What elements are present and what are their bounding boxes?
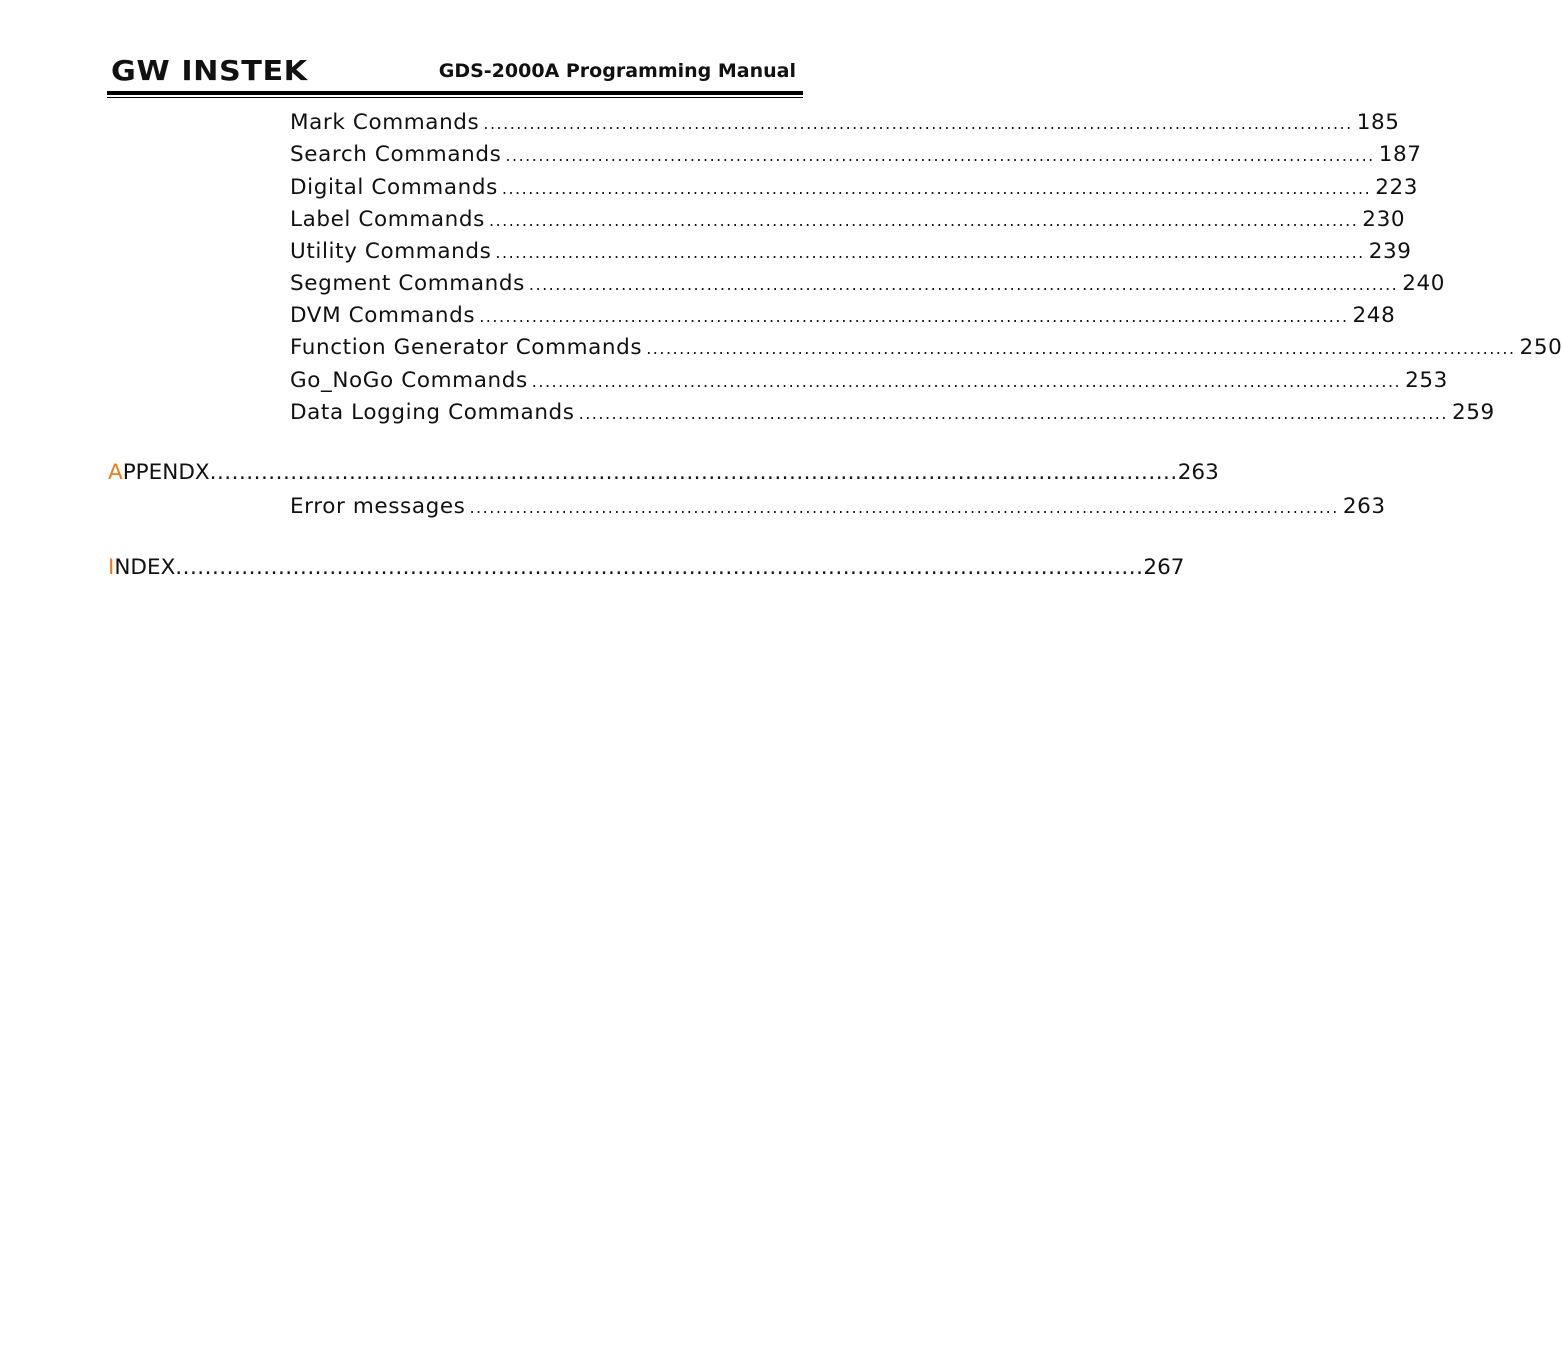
- page-number: 187: [1378, 142, 1422, 167]
- dot-leader: ....................................................................................................................................: [495, 243, 1365, 262]
- manual-title: GDS-2000A Programming Manual: [438, 60, 796, 82]
- toc-entry[interactable]: Go_NoGo Commands .................................................................................................................................... 253: [290, 368, 1448, 393]
- header-rule: [107, 91, 803, 95]
- page-number: 239: [1368, 239, 1412, 264]
- section-title: NDEX: [114, 555, 176, 580]
- dot-leader: ....................................................................................................................................: [479, 307, 1349, 326]
- section-initial: I: [108, 555, 115, 580]
- gw-instek-logo: GW INSTEK: [111, 54, 308, 87]
- toc-entry[interactable]: Segment Commands .................................................................................................................................... 240: [290, 271, 1446, 296]
- dot-leader: ....................................................................................................................................: [578, 404, 1448, 423]
- section-title: PPENDX: [122, 460, 210, 485]
- section-initial: A: [108, 460, 123, 485]
- page-number: 230: [1362, 207, 1406, 232]
- toc-entry[interactable]: Utility Commands .................................................................................................................................... 239: [290, 239, 1412, 264]
- dot-leader: ....................................................................................................................................: [501, 179, 1372, 198]
- page-number: 250: [1519, 335, 1562, 360]
- toc-entry[interactable]: Function Generator Commands .................................................................................................................................... 250: [290, 335, 1562, 360]
- dot-leader: ....................................................................................................................................: [175, 555, 1144, 580]
- toc-entry[interactable]: Data Logging Commands .................................................................................................................................... 259: [290, 400, 1495, 425]
- toc-index[interactable]: [108, 555, 1185, 589]
- header-rule-thin: [107, 97, 803, 98]
- dot-leader: ....................................................................................................................................: [528, 275, 1399, 294]
- page-number: 259: [1451, 400, 1495, 425]
- page-number: 248: [1352, 303, 1396, 328]
- dot-leader: ....................................................................................................................................: [483, 114, 1353, 133]
- dot-leader: ....................................................................................................................................: [505, 146, 1375, 165]
- page-number: 263: [1177, 460, 1219, 485]
- page-number: 267: [1143, 555, 1185, 580]
- dot-leader: ....................................................................................................................................: [488, 211, 1359, 230]
- page-number: 223: [1375, 175, 1419, 200]
- page-number: 253: [1405, 368, 1448, 393]
- toc-entry[interactable]: Digital Commands .................................................................................................................................... 223: [290, 175, 1419, 200]
- toc-entry[interactable]: Search Commands .................................................................................................................................... 187: [290, 142, 1422, 167]
- dot-leader: ....................................................................................................................................: [646, 339, 1516, 358]
- page-number: 185: [1356, 110, 1400, 135]
- toc-entry[interactable]: DVM Commands .................................................................................................................................... 248: [290, 303, 1396, 328]
- toc-appendix[interactable]: [108, 460, 1219, 494]
- page-number: 240: [1402, 271, 1446, 296]
- dot-leader: ....................................................................................................................................: [209, 460, 1178, 485]
- toc-entry[interactable]: Label Commands .................................................................................................................................... 230: [290, 207, 1406, 232]
- page-number: 263: [1342, 494, 1386, 519]
- toc-entry[interactable]: Error messages .................................................................................................................................... 263: [290, 494, 1386, 519]
- dot-leader: ....................................................................................................................................: [469, 498, 1339, 517]
- toc-entry[interactable]: Mark Commands .................................................................................................................................... 185: [290, 110, 1400, 135]
- dot-leader: ....................................................................................................................................: [531, 372, 1402, 391]
